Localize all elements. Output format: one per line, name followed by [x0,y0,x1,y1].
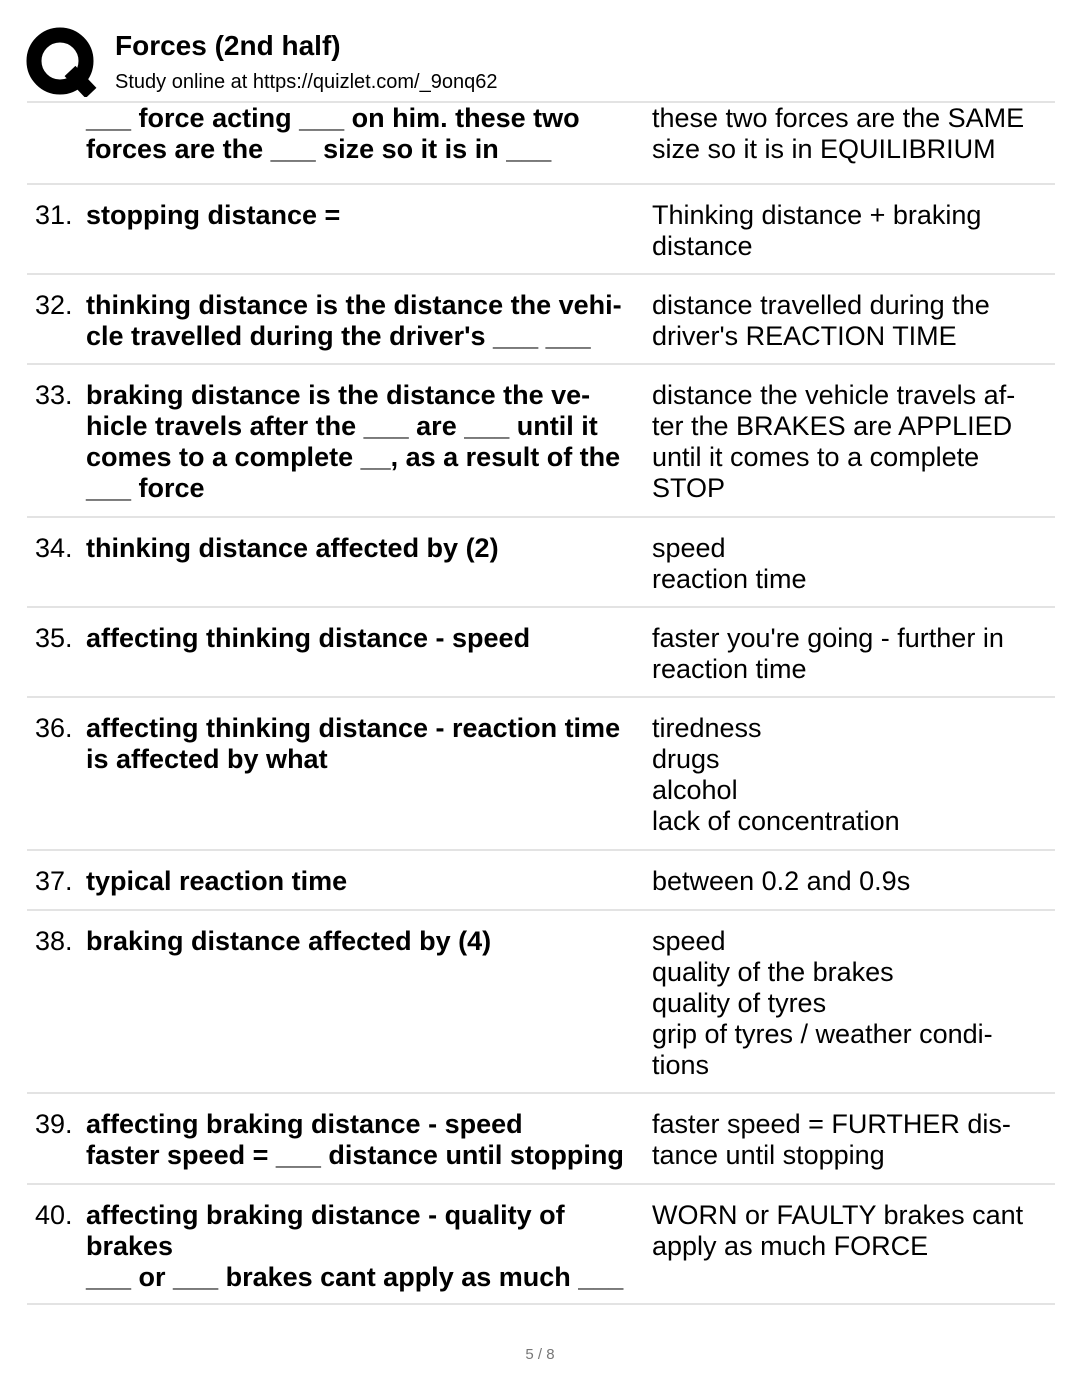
flashcard-row [27,1185,1055,1305]
definition-line: distance [652,231,753,261]
card-term [86,103,656,165]
card-number: 40. [35,1200,73,1230]
flashcard-row [27,275,1055,365]
card-number: 38. [35,926,73,956]
definition-line: WORN or FAULTY brakes cant [652,1200,1024,1230]
term-line: faster speed = ___ distance until stopping [86,1140,624,1170]
definition-line: ter the BRAKES are APPLIED [652,411,1013,441]
term-line: braking distance is the distance the ve- [86,380,591,410]
card-term [86,290,656,352]
definition-line: speed [652,533,726,563]
card-number: 33. [35,380,73,410]
term-line: thinking distance affected by (2) [86,533,499,563]
card-definition [652,290,1052,352]
term-line: forces are the ___ size so it is in ___ [86,134,552,164]
definition-line: tiredness [652,713,762,743]
term-line: hicle travels after the ___ are ___ until it [86,411,598,441]
term-line: affecting thinking distance - speed [86,623,531,653]
term-line: ___ force acting ___ on him. these two [86,103,580,133]
card-number: 32. [35,290,73,320]
document-title: Forces (2nd half) [115,30,341,61]
definition-line: until it comes to a complete [652,442,980,472]
card-number: 37. [35,866,73,896]
flashcard-row [27,185,1055,275]
card-definition [652,926,1052,1081]
definition-line: driver's REACTION TIME [652,321,957,351]
definition-line: Thinking distance + braking [652,200,982,230]
term-line: cle travelled during the driver's ___ ___ [86,321,591,351]
flashcard-row [27,851,1055,911]
definition-line: STOP [652,473,726,503]
definition-line: distance the vehicle travels af- [652,380,1016,410]
card-term [86,200,656,231]
study-online-link[interactable]: Study online at https://quizlet.com/_9onq62 [115,71,498,93]
term-line: typical reaction time [86,866,348,896]
definition-line: between 0.2 and 0.9s [652,866,911,896]
card-term [86,623,656,654]
term-line: ___ or ___ brakes cant apply as much ___ [86,1262,624,1292]
card-definition [652,103,1052,165]
term-line: affecting braking distance - quality of [86,1200,565,1230]
card-term [86,1109,656,1171]
definition-line: faster you're going - further in [652,623,1004,653]
term-line: braking distance affected by (4) [86,926,492,956]
definition-line: tions [652,1050,710,1080]
definition-line: grip of tyres / weather condi- [652,1019,993,1049]
card-number: 31. [35,200,73,230]
card-number: 39. [35,1109,73,1139]
flashcard-row [27,608,1055,698]
card-definition [652,380,1052,504]
term-line: brakes [86,1231,174,1261]
definition-line: these two forces are the SAME [652,103,1025,133]
card-number: 36. [35,713,73,743]
flashcard-row [27,103,1055,185]
definition-line: reaction time [652,654,807,684]
card-number: 35. [35,623,73,653]
card-definition [652,713,1052,837]
card-definition [652,866,1052,897]
definition-line: alcohol [652,775,738,805]
card-definition [652,533,1052,595]
term-line: is affected by what [86,744,328,774]
term-line: stopping distance = [86,200,341,230]
flashcard-row [27,518,1055,608]
card-term [86,866,656,897]
definition-line: distance travelled during the [652,290,990,320]
card-definition [652,200,1052,262]
card-term [86,1200,656,1293]
term-line: comes to a complete __, as a result of the [86,442,621,472]
card-number: 34. [35,533,73,563]
term-line: affecting braking distance - speed [86,1109,523,1139]
card-definition [652,623,1052,685]
definition-line: size so it is in EQUILIBRIUM [652,134,996,164]
definition-line: apply as much FORCE [652,1231,929,1261]
card-term [86,533,656,564]
definition-line: faster speed = FURTHER dis- [652,1109,1011,1139]
card-term [86,380,656,504]
quizlet-logo-icon [26,27,98,97]
card-definition [652,1109,1052,1171]
document-header [0,0,1080,102]
term-line: thinking distance is the distance the vehi- [86,290,622,320]
flashcard-row [27,698,1055,851]
page-number: 5 / 8 [525,1346,555,1363]
definition-line: lack of concentration [652,806,900,836]
term-line: ___ force [86,473,205,503]
definition-line: drugs [652,744,720,774]
card-term [86,713,656,775]
definition-line: quality of the brakes [652,957,894,987]
term-line: affecting thinking distance - reaction time [86,713,621,743]
flashcard-list [27,101,1055,1305]
definition-line: quality of tyres [652,988,827,1018]
card-term [86,926,656,957]
definition-line: speed [652,926,726,956]
definition-line: tance until stopping [652,1140,885,1170]
flashcard-row [27,911,1055,1094]
definition-line: reaction time [652,564,807,594]
flashcard-row [27,365,1055,518]
card-definition [652,1200,1052,1262]
flashcard-row [27,1094,1055,1185]
